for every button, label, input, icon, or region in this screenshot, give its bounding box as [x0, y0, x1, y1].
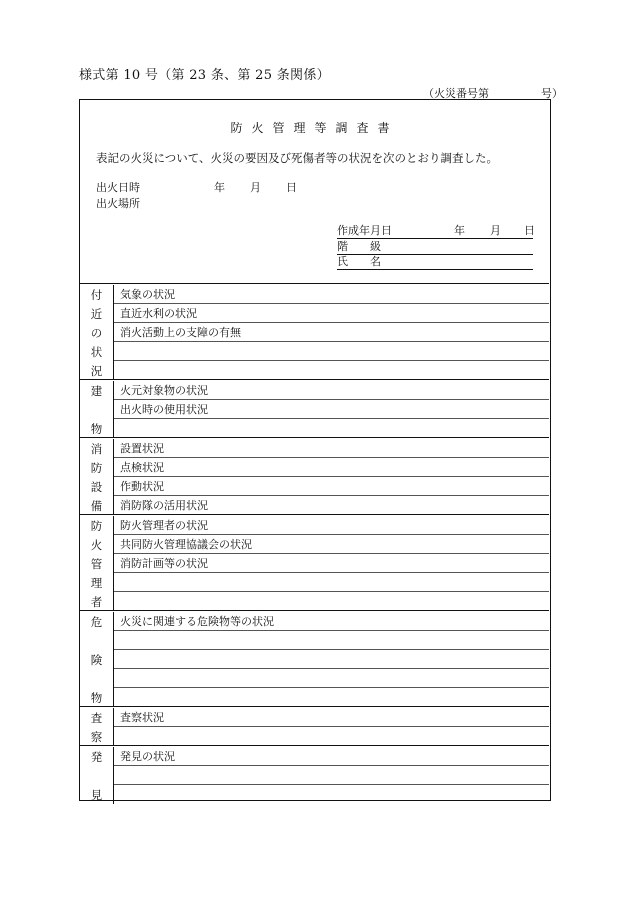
survey-item-row: 消防計画等の状況	[114, 554, 549, 573]
section-side-char: 理	[90, 576, 103, 590]
section-side-char: 備	[90, 499, 103, 513]
created-date-label: 作成年月日	[337, 224, 392, 237]
survey-item-row	[114, 688, 549, 707]
survey-item-row: 点検状況	[114, 458, 549, 477]
survey-item-row: 設置状況	[114, 439, 549, 458]
survey-section	[80, 439, 549, 515]
fire-date-day: 日	[286, 181, 297, 194]
survey-item-row: 査察状況	[114, 708, 549, 727]
survey-item-row	[114, 766, 549, 785]
document-heading: 防火管理等調査書	[230, 121, 399, 135]
section-side-char: 火	[90, 538, 103, 552]
fire-date-month: 月	[250, 181, 261, 194]
section-side-char: 見	[90, 788, 103, 802]
survey-item-row	[114, 727, 549, 746]
section-side-char: 状	[90, 345, 103, 359]
rank-label: 階 級	[337, 240, 381, 253]
survey-section	[80, 381, 549, 438]
section-side-char: 建	[90, 384, 103, 398]
section-side-char: 発	[90, 750, 103, 764]
survey-section	[80, 747, 549, 804]
created-year: 年	[454, 224, 465, 237]
name-line	[337, 255, 533, 270]
fire-place-label: 出火場所	[96, 197, 140, 210]
section-side-char: 近	[90, 307, 103, 321]
survey-item-row	[114, 785, 549, 804]
survey-item-row: 発見の状況	[114, 747, 549, 766]
section-side-char: 付	[90, 288, 103, 302]
fire-date-fields	[214, 179, 322, 195]
survey-item-row	[114, 419, 549, 438]
survey-item-row	[114, 573, 549, 592]
created-date-line	[337, 224, 533, 239]
survey-item-row	[114, 631, 549, 650]
section-side-char: 察	[90, 730, 103, 744]
survey-section	[80, 708, 549, 746]
created-month: 月	[490, 224, 501, 237]
section-side-char: 防	[90, 461, 103, 475]
fire-number-prefix: （火災番号第	[423, 87, 489, 100]
survey-item-row	[114, 650, 549, 669]
survey-section	[80, 285, 549, 380]
survey-item-row: 火元対象物の状況	[114, 381, 549, 400]
survey-item-row	[114, 669, 549, 688]
section-side-label	[80, 285, 114, 379]
survey-item-row: 防火管理者の状況	[114, 516, 549, 535]
section-side-label	[80, 708, 114, 745]
fire-number-suffix: 号）	[541, 87, 563, 100]
section-side-char: 管	[90, 557, 103, 571]
section-side-char: 険	[90, 653, 103, 667]
survey-item-row: 気象の状況	[114, 285, 549, 304]
created-day: 日	[524, 224, 535, 237]
fire-date-label: 出火日時	[96, 181, 140, 194]
survey-item-row: 共同防火管理協議会の状況	[114, 535, 549, 554]
form-number-title: 様式第 10 号（第 23 条、第 25 条関係）	[79, 68, 330, 83]
name-label: 氏 名	[337, 255, 381, 268]
survey-item-row: 消防隊の活用状況	[120, 499, 208, 512]
rank-line	[337, 240, 533, 255]
survey-item-row: 直近水利の状況	[114, 304, 549, 323]
survey-item-row: 火災に関連する危険物等の状況	[114, 612, 549, 631]
survey-section	[80, 516, 549, 611]
section-side-label	[80, 516, 114, 610]
survey-item-row	[114, 592, 549, 611]
section-side-char: 設	[90, 480, 103, 494]
section-side-char: 者	[90, 595, 103, 609]
form-header	[80, 100, 549, 284]
fire-date-year: 年	[214, 181, 225, 194]
section-side-label	[80, 747, 114, 804]
section-side-char: 危	[90, 615, 103, 629]
survey-item-row: 消火活動上の支障の有無	[114, 323, 549, 342]
survey-form	[79, 99, 551, 801]
section-side-label	[80, 612, 114, 706]
survey-item-row	[114, 342, 549, 361]
survey-item-row: 作動状況	[114, 477, 549, 496]
section-side-char: 物	[90, 691, 103, 705]
survey-section	[80, 612, 549, 707]
section-side-char: 査	[90, 711, 103, 725]
section-side-label	[80, 381, 114, 437]
intro-text: 表記の火災について、火災の要因及び死傷者等の状況を次のとおり調査した。	[96, 151, 499, 165]
section-side-char: 消	[90, 442, 103, 456]
section-side-char: の	[90, 326, 103, 340]
section-side-char: 防	[90, 519, 103, 533]
section-side-char: 物	[90, 422, 103, 436]
section-side-char: 況	[90, 364, 103, 378]
survey-item-row	[114, 361, 549, 380]
survey-item-row: 出火時の使用状況	[114, 400, 549, 419]
section-side-label	[80, 439, 114, 514]
